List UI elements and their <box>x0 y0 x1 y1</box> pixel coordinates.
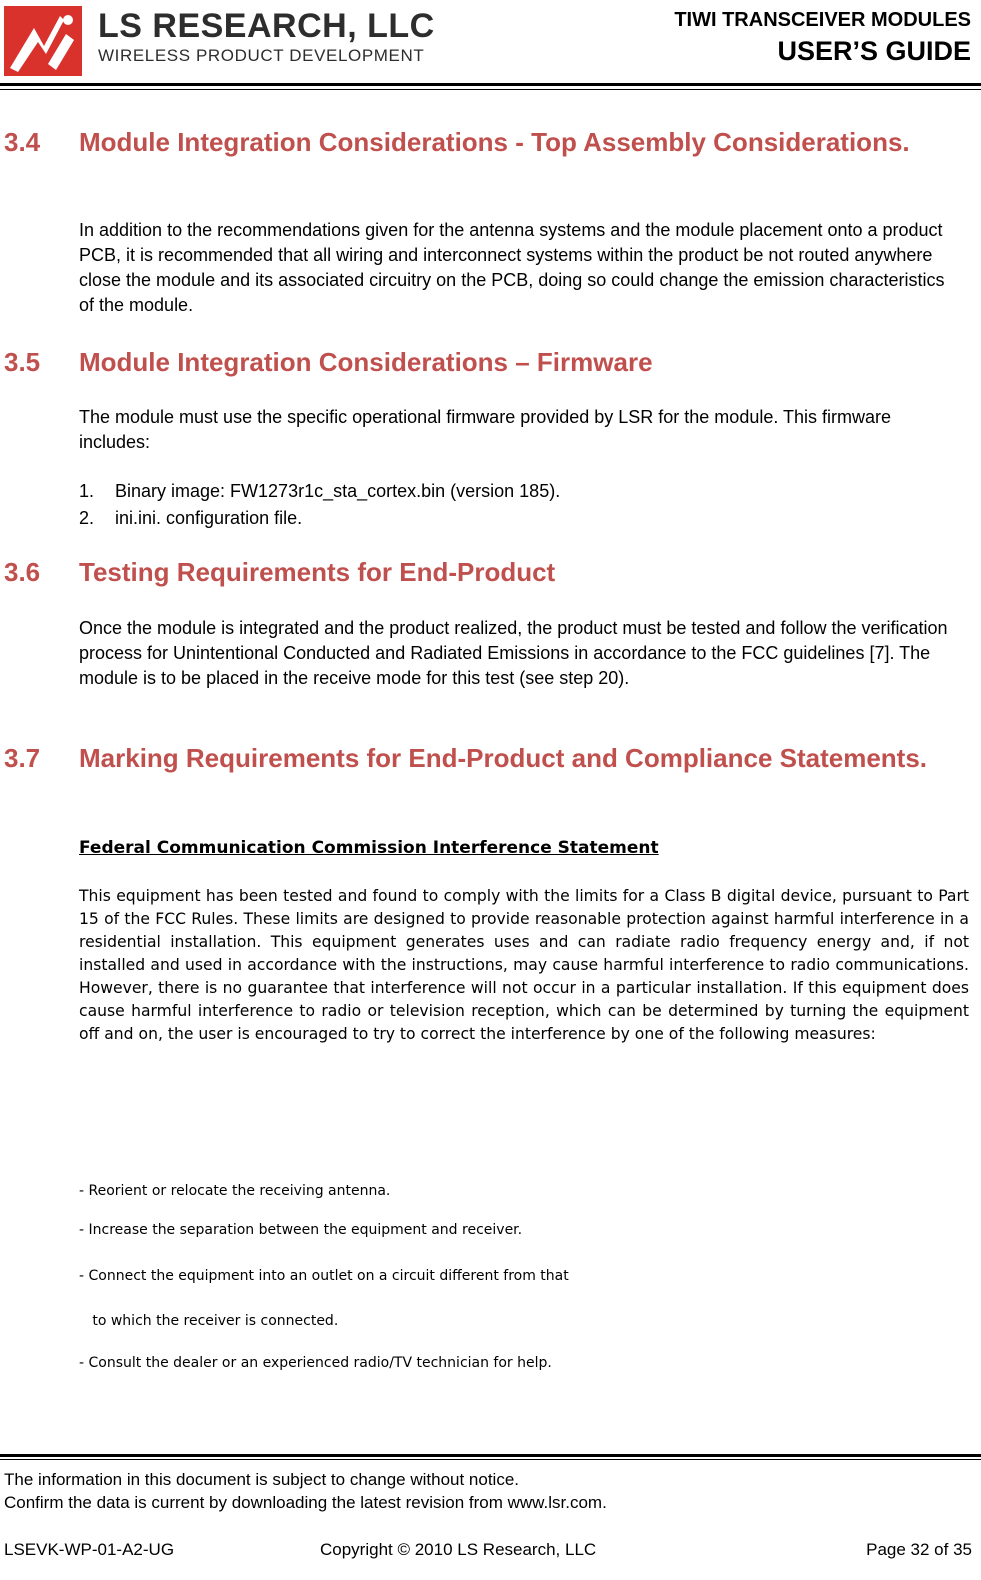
fcc-statement-body: This equipment has been tested and found to comply with the limits for a Class B digital device, pursuant to Part 15 of the FCC Rules. These limits are designed to provide reasonable protection against harmful interference in a residential installation. This equipment generates uses and can radiate radio frequency energy and, if not installed and used in accordance with the instructions, may cause harmful interference to radio communications. However, there is no guarantee that interference will not occur in a particular installation. If this equipment does cause harmful interference to radio or television reception, which can be determined by turning the equipment off and on, the user is encouraged to try to correct the interference by one of the following measures: <box>79 887 969 1043</box>
list-item-text: Binary image: FW1273r1c_sta_cortex.bin (version 185). <box>115 481 561 501</box>
ls-research-logo-icon <box>4 6 82 76</box>
footer-meta <box>4 1540 972 1564</box>
section-number: 3.4 <box>4 127 41 157</box>
company-tagline: WIRELESS PRODUCT DEVELOPMENT <box>98 46 425 65</box>
section-3-4-body: In addition to the recommendations given for the antenna systems and the module placement onto a product PCB, it is recommended that all wiring and interconnect systems within the product be not routed anywhere close the module and its associated circuitry on the PCB, doing so could change the emission characteristics of the module. <box>79 220 945 315</box>
measure-item-continuation: to which the receiver is connected. <box>79 1313 339 1329</box>
section-number: 3.6 <box>4 557 41 587</box>
section-title: Marking Requirements for End-Product and Compliance Statements. <box>79 743 928 773</box>
document-title-line1: TIWI TRANSCEIVER MODULES <box>674 9 971 31</box>
section-title: Testing Requirements for End-Product <box>79 557 556 587</box>
footer-notice-line2: Confirm the data is current by downloading the latest revision from www.lsr.com. <box>4 1493 607 1512</box>
document-title-line2: USER’S GUIDE <box>777 36 971 66</box>
header-divider <box>0 83 981 86</box>
document-title <box>674 6 971 68</box>
measure-item: - Reorient or relocate the receiving antenna. <box>79 1183 391 1199</box>
section-3-6-body: Once the module is integrated and the product realized, the product must be tested and follow the verification process for Unintentional Conducted and Radiated Emissions in accordance to the FCC guidelines [7]. The module is to be placed in the receive mode for this test (see step 20). <box>79 618 948 688</box>
logo-wordmark <box>98 6 435 66</box>
footer-notice <box>4 1468 607 1514</box>
measure-item: - Consult the dealer or an experienced radio/TV technician for help. <box>79 1355 552 1371</box>
list-item-number: 1. <box>79 481 95 501</box>
measure-item: - Connect the equipment into an outlet on a circuit different from that <box>79 1268 569 1284</box>
firmware-list <box>79 478 959 532</box>
company-name: LS RESEARCH, LLC <box>98 7 435 45</box>
section-heading-3-6 <box>4 556 964 588</box>
section-heading-3-5 <box>4 346 964 378</box>
list-item <box>79 478 959 505</box>
section-title: Module Integration Considerations - Top Assembly Considerations. <box>79 127 910 157</box>
section-title: Module Integration Considerations – Firmware <box>79 347 653 377</box>
header-divider-thin <box>0 89 981 90</box>
copyright-notice: Copyright © 2010 LS Research, LLC <box>320 1540 597 1559</box>
list-item-number: 2. <box>79 508 95 528</box>
measure-item: - Increase the separation between the equipment and receiver. <box>79 1222 523 1238</box>
section-heading-3-4 <box>4 126 964 190</box>
list-item-text: ini.ini. configuration file. <box>115 508 303 528</box>
fcc-statement-title: Federal Communication Commission Interference Statement <box>79 838 659 858</box>
section-heading-3-7 <box>4 742 964 806</box>
section-number: 3.5 <box>4 347 41 377</box>
document-id: LSEVK-WP-01-A2-UG <box>4 1540 175 1559</box>
page-number: Page 32 of 35 <box>866 1540 972 1559</box>
page-header <box>0 0 981 92</box>
section-number: 3.7 <box>4 743 41 773</box>
footer-divider <box>0 1454 981 1457</box>
list-item <box>79 505 959 532</box>
footer-notice-line1: The information in this document is subject to change without notice. <box>4 1470 520 1489</box>
footer-divider-thin <box>0 1459 981 1460</box>
section-3-5-body: The module must use the specific operational firmware provided by LSR for the module. This firmware includes: <box>79 407 892 452</box>
